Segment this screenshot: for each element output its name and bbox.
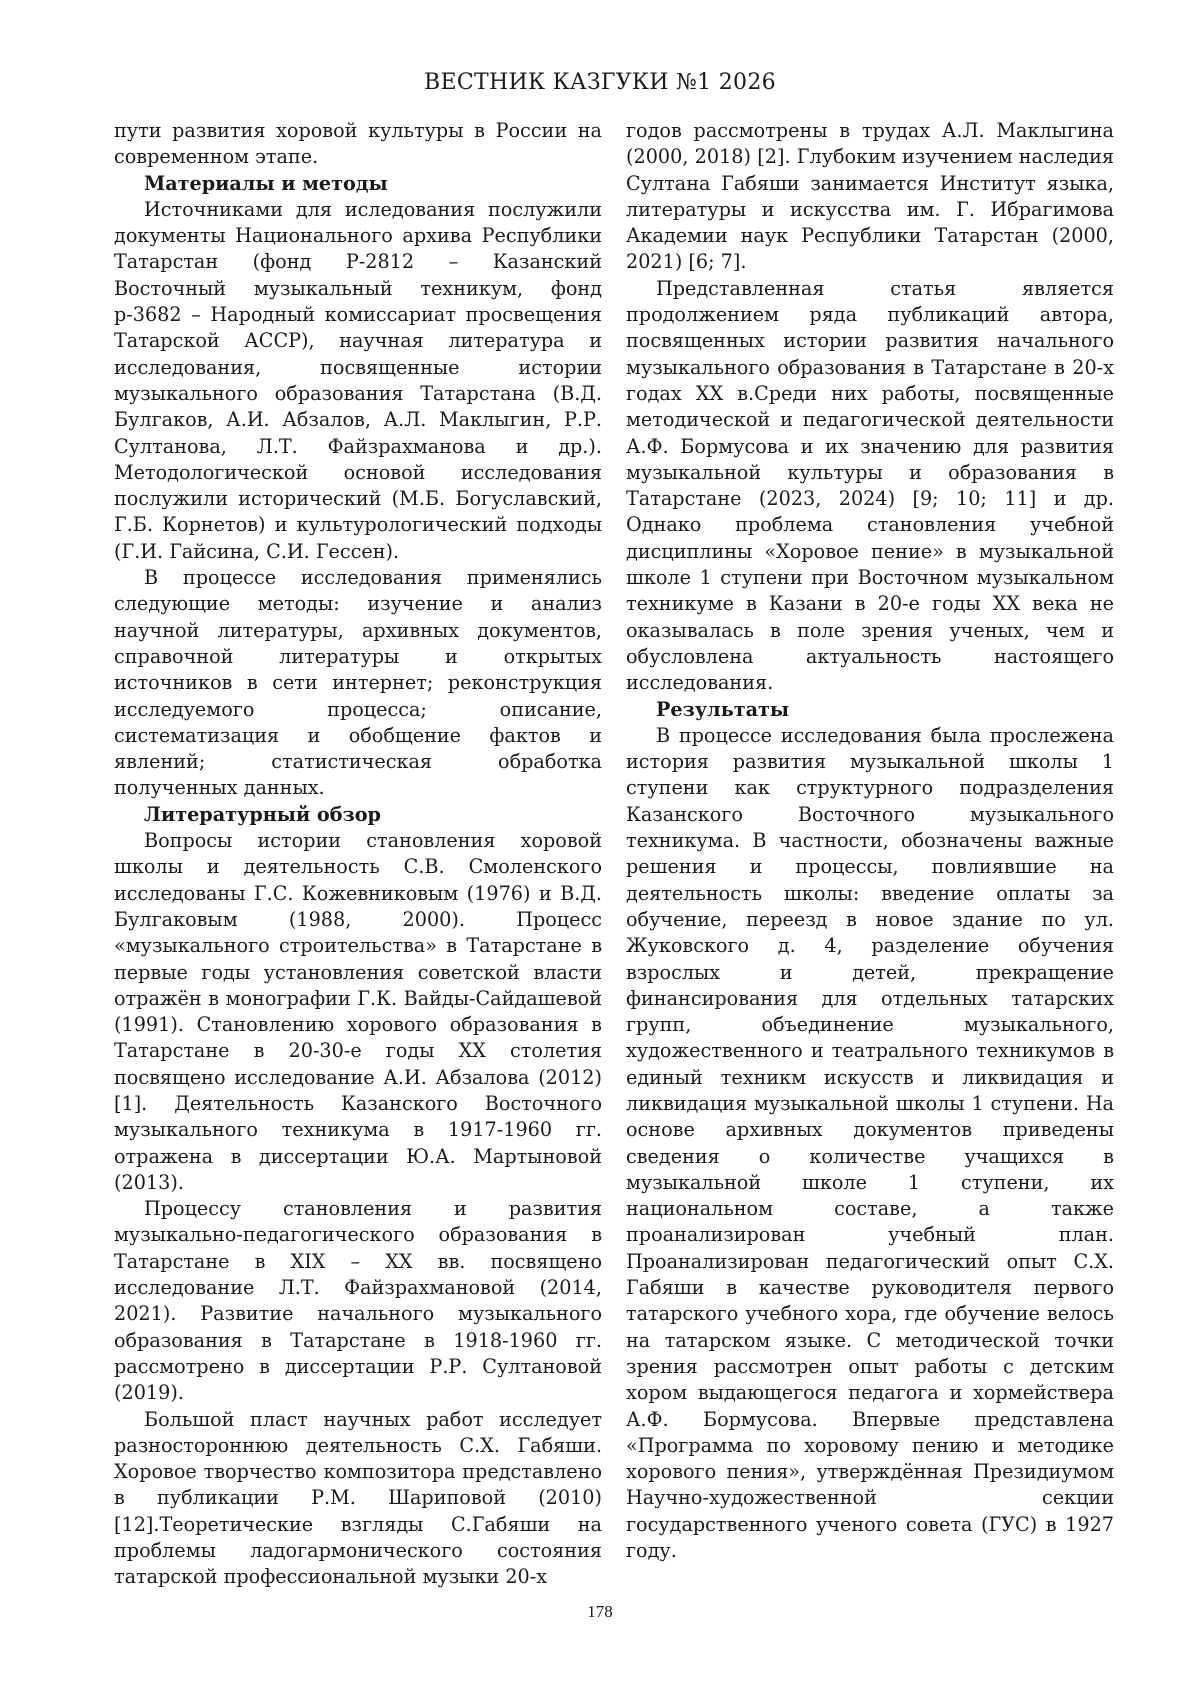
paragraph: Процессу становления и развития музыкально-педагогического образования в Татарстане в XIX – XX вв. посвящено исследование Л.Т. Файзрахмановой (2014, 2021). Развитие начального музыкального образования в Татарстане в 1918-1960 гг. рассмотрено в диссертации Р.Р. Султановой (2019). [114, 1197, 602, 1405]
left-column [114, 118, 602, 1591]
paragraph: Представленная статья является продолжением ряда публикаций автора, посвященных истории развития начального музыкального образования в Татарстане в 20-х годах XX в.Среди них работы, посвященные методической и педагогической деятельности А.Ф. Бормусова и их значению для развития музыкальной культуры и образования в Татарстане (2023, 2024) [9; 10; 11] и др. Однако проблема становления учебной дисциплины «Хоровое пение» в музыкальной школе 1 ступени при Восточном музыкальном техникуме в Казани в 20-е годы XX века не оказывалась в поле зрения ученых, чем и обусловлена актуальность настоящего исследования. [626, 276, 1114, 695]
paragraph: Вопросы истории становления хоровой школы и деятельность С.В. Смоленского исследованы Г.С. Кожевниковым (1976) и В.Д. Булгаковым (1988, 2000). Процесс «музыкального строительства» в Татарстане в первые годы установления советской власти отражён в монографии Г.К. Вайды-Сайдашевой (1991). Становлению хорового образования в Татарстане в 20-30-е годы XX столетия посвящено исследование А.И. Абзалова (2012) [1]. Деятельность Казанского Восточного музыкального техникума в 1917-1960 гг. отражена в диссертации Ю.А. Мартыновой (2013). [114, 829, 602, 1194]
paragraph: годов рассмотрены в трудах А.Л. Маклыгина (2000, 2018) [2]. Глубоким изучением наследия Султана Габяши занимается Институт языка, литературы и искусства им. Г. Ибрагимова Академии наук Республики Татарстан (2000, 2021) [6; 7]. [626, 119, 1114, 274]
paragraph: Большой пласт научных работ исследует разностороннюю деятельность С.Х. Габяши. Хоровое творчество композитора представлено в публикации Р.М. Шариповой (2010) [12].Теоретические взгляды С.Габяши на проблемы ладогармонического состояния татарской профессиональной музыки 20-х [114, 1407, 602, 1589]
paragraph: В процессе исследования была прослежена история развития музыкальной школы 1 ступени как структурного подразделения Казанского Восточного музыкального техникума. В частности, обозначены важные решения и процессы, повлиявшие на деятельность школы: введение оплаты за обучение, переезд в новое здание по ул. Жуковского д. 4, разделение обучения взрослых и детей, прекращение финансирования для отдельных татарских групп, объединение музыкального, художественного и театрального техникумов в единый техникм искусств и ликвидация и ликвидация музыкальной школы 1 ступени. На основе архивных документов приведены сведения о количестве учащихся в музыкальной школе 1 ступени, их национальном составе, а также проанализирован учебный план. Проанализирован педагогический опыт С.Х. Габяши в качестве руководителя первого татарского учебного хора, где обучение велось на татарском языке. С методической точки зрения рассмотрен опыт работы с детским хором выдающегося педагога и хормействера А.Ф. Бормусова. Впервые представлена «Программа по хоровому пению и методике хорового пения», утверждённая Президиумом Научно-художественной секции государственного ученого совета (ГУС) в 1927 году. [626, 723, 1114, 1563]
paragraph: пути развития хоровой культуры в России на современном этапе. [114, 119, 602, 169]
paragraph: В процессе исследования применялись следующие методы: изучение и анализ научной литературы, архивных документов, справочной литературы и открытых источников в сети интернет; реконструкция исследуемого процесса; описание, систематизация и обобщение фактов и явлений; статистическая обработка полученных данных. [114, 566, 602, 800]
running-header: ВЕСТНИК КАЗГУКИ №1 2026 [424, 70, 776, 95]
page-number: 178 [587, 1602, 613, 1621]
paragraph: Источниками для иследования послужили документы Национального архива Республики Татарстан (фонд Р-2812 – Казанский Восточный музыкальный техникум, фонд р-3682 – Народный комиссариат просвещения Татарской АССР), научная литература и исследования, посвященные истории музыкального образования Татарстана (В.Д. Булгаков, А.И. Абзалов, А.Л. Маклыгин, Р.Р. Султанова, Л.Т. Файзрахманова и др.). Методологической основой исследования послужили исторический (М.Б. Богуславский, Г.Б. Корнетов) и культурологический подходы (Г.И. Гайсина, С.И. Гессен). [114, 197, 602, 563]
section-heading-results: Результаты [656, 697, 790, 721]
right-column [626, 118, 1114, 1564]
section-heading-literature-review: Литературный обзор [144, 802, 381, 826]
section-heading-methods: Материалы и методы [144, 171, 388, 195]
